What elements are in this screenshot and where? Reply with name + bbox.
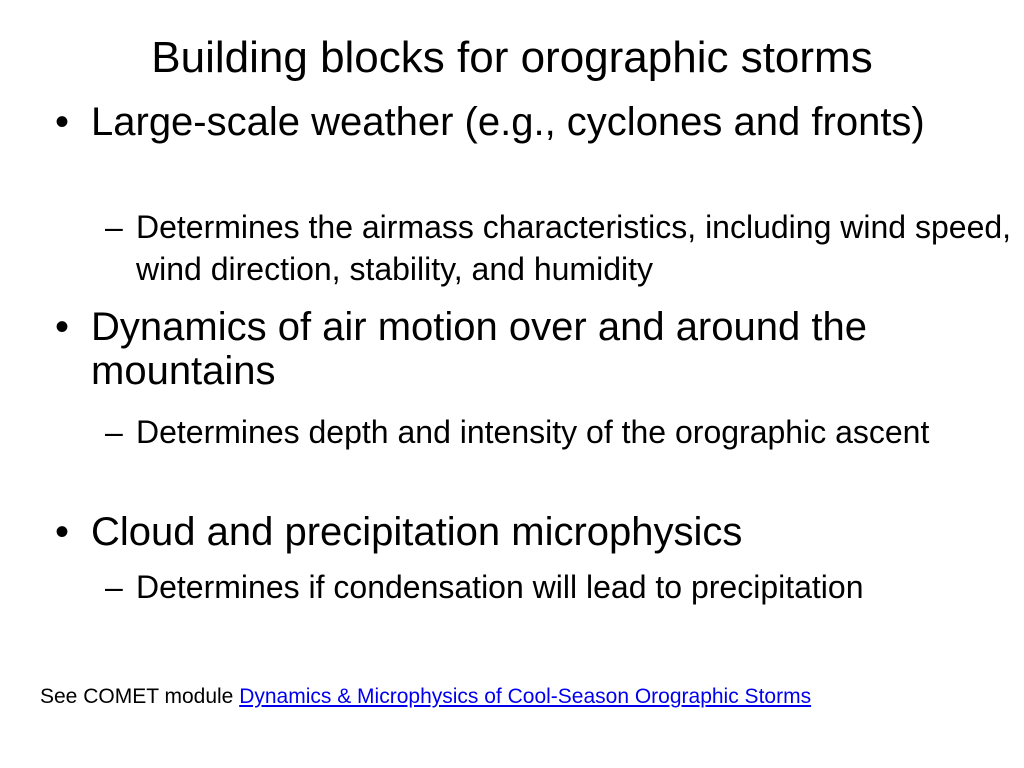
sub-bullet-text: Determines depth and intensity of the orographic ascent [136, 414, 930, 450]
sub-bullet-text: Determines the airmass characteristics, including wind speed, wind direction, stability, and humidity [136, 209, 1012, 287]
bullet-marker: • [55, 305, 70, 349]
sub-bullet-marker: – [105, 414, 123, 450]
footer-reference [40, 683, 811, 711]
bullet-marker: • [55, 100, 70, 144]
bullet-text: Cloud and precipitation microphysics [91, 510, 743, 554]
sub-bullet-marker: – [105, 209, 123, 245]
sub-bullet-marker: – [105, 569, 123, 605]
slide-title: Building blocks for orographic storms [151, 33, 873, 82]
bullet-text: Dynamics of air motion over and around the mountains [91, 305, 867, 393]
bullet-text: Large-scale weather (e.g., cyclones and fronts) [91, 100, 925, 144]
bullet-marker: • [55, 510, 70, 554]
footer-prefix: See COMET module [40, 685, 240, 708]
sub-bullet-text: Determines if condensation will lead to precipitation [136, 569, 864, 605]
comet-module-link[interactable]: Dynamics & Microphysics of Cool-Season Orographic Storms [239, 685, 812, 708]
